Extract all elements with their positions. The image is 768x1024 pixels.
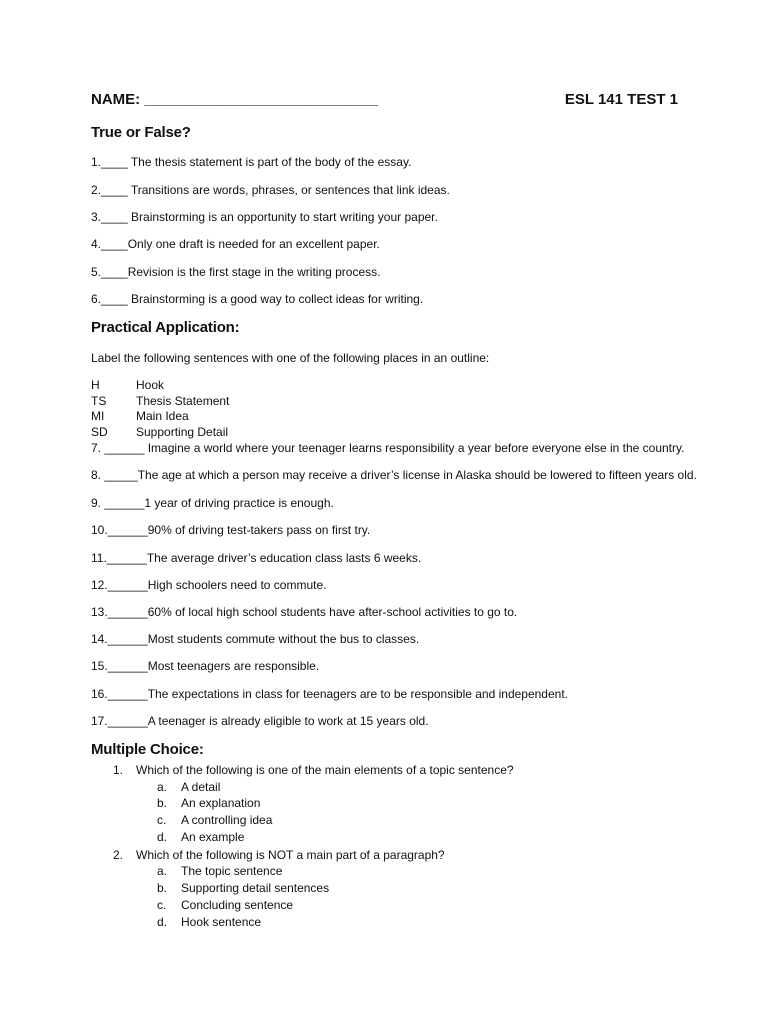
practical-item: 15.______Most teenagers are responsible.	[91, 659, 320, 673]
mc-question-text: Which of the following is one of the main elements of a topic sentence?	[136, 763, 514, 777]
mc-heading: Multiple Choice:	[91, 741, 204, 758]
mc-option-text: Supporting detail sentences	[181, 881, 330, 895]
mc-option-letter: b.	[157, 881, 168, 895]
practical-heading: Practical Application:	[91, 319, 240, 336]
tf-item: 2.____ Transitions are words, phrases, or sentences that link ideas.	[91, 183, 450, 197]
outline-code-label: Main Idea	[136, 409, 189, 423]
name-field-label: NAME: ____________________________	[91, 91, 378, 108]
mc-option-text: A detail	[181, 780, 221, 794]
outline-code: MI	[91, 409, 105, 423]
mc-option-text: The topic sentence	[181, 864, 283, 878]
practical-item: 14.______Most students commute without the bus to classes.	[91, 632, 420, 646]
page-header	[91, 91, 678, 113]
mc-option-text: A controlling idea	[181, 813, 273, 827]
mc-option-text: An example	[181, 830, 245, 844]
mc-option-letter: d.	[157, 830, 168, 844]
practical-item: 12.______High schoolers need to commute.	[91, 578, 327, 592]
outline-code-label: Hook	[136, 378, 165, 392]
mc-option-letter: c.	[157, 813, 167, 827]
mc-option-letter: d.	[157, 915, 168, 929]
outline-code: SD	[91, 425, 108, 439]
mc-option-letter: c.	[157, 898, 167, 912]
mc-option-text: Concluding sentence	[181, 898, 294, 912]
test-title: ESL 141 TEST 1	[564, 91, 678, 108]
practical-item: 8. _____The age at which a person may receive a driver’s license in Alaska should be lowered to fifteen years old.	[91, 468, 697, 482]
mc-option-text: An explanation	[181, 796, 261, 810]
outline-code-label: Thesis Statement	[136, 394, 230, 408]
mc-option-letter: b.	[157, 796, 168, 810]
practical-item: 13.______60% of local high school students have after-school activities to go to.	[91, 605, 518, 619]
outline-code: TS	[91, 394, 107, 408]
mc-question-number: 1.	[113, 763, 124, 777]
outline-code: H	[91, 378, 100, 392]
mc-option-letter: a.	[157, 780, 168, 794]
practical-item: 9. ______1 year of driving practice is enough.	[91, 496, 334, 510]
tf-item: 6.____ Brainstorming is a good way to collect ideas for writing.	[91, 292, 424, 306]
tf-item: 4.____Only one draft is needed for an excellent paper.	[91, 237, 380, 251]
tf-item: 3.____ Brainstorming is an opportunity to start writing your paper.	[91, 210, 438, 224]
tf-item: 5.____Revision is the first stage in the writing process.	[91, 265, 381, 279]
practical-instruction: Label the following sentences with one of the following places in an outline:	[91, 351, 490, 365]
mc-question-text: Which of the following is NOT a main part of a paragraph?	[136, 848, 445, 862]
practical-item: 17.______A teenager is already eligible to work at 15 years old.	[91, 714, 429, 728]
practical-item: 11.______The average driver’s education class lasts 6 weeks.	[91, 551, 422, 565]
tf-heading: True or False?	[91, 124, 191, 141]
tf-item: 1.____ The thesis statement is part of the body of the essay.	[91, 155, 412, 169]
mc-option-letter: a.	[157, 864, 168, 878]
outline-code-label: Supporting Detail	[136, 425, 229, 439]
practical-item: 10.______90% of driving test-takers pass on first try.	[91, 523, 371, 537]
mc-question-number: 2.	[113, 848, 124, 862]
mc-option-text: Hook sentence	[181, 915, 262, 929]
practical-item: 7. ______ Imagine a world where your teenager learns responsibility a year before everyone else in the country.	[91, 441, 685, 455]
practical-item: 16.______The expectations in class for teenagers are to be responsible and independent.	[91, 687, 568, 701]
